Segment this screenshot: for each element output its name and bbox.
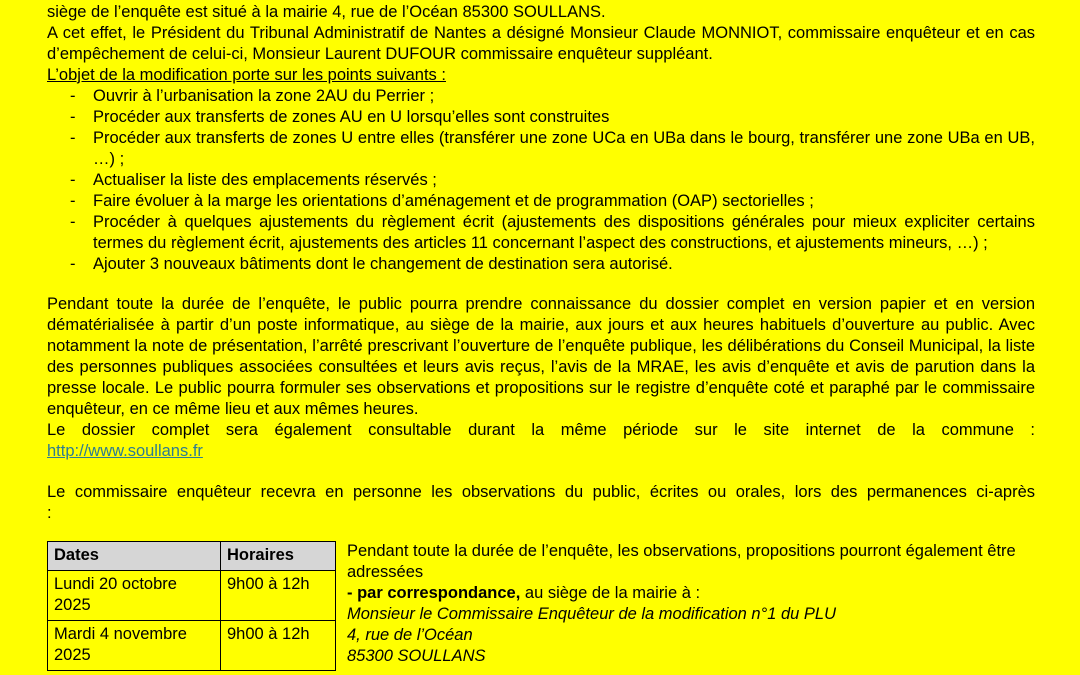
correspondence-address-city: 85300 SOULLANS [347,647,486,665]
bullet-text: Ajouter 3 nouveaux bâtiments dont le changement de destination sera autorisé. [93,255,673,273]
correspondence-mail-line [347,583,1035,604]
time-cell: 9h00 à 12h [221,571,336,621]
intro-line-siege: siège de l’enquête est situé à la mairie 4, rue de l’Océan 85300 SOULLANS. [47,3,606,21]
permanences-intro-line: Le commissaire enquêteur recevra en personne les observations du public, écrites ou orales, lors des permanences ci-après [47,483,1035,501]
bullet-text: Procéder aux transferts de zones AU en U lorsqu’elles sont construites [93,108,610,126]
date-cell: Mardi 4 novembre 2025 [48,621,221,671]
modification-bullet-list [47,86,1035,275]
bullet-dash-marker: - [70,192,76,210]
bullet-item [47,254,1035,275]
bullet-item [47,107,1035,128]
bottom-section [47,541,1035,671]
table-row [48,621,336,671]
correspondence-address-street: 4, rue de l’Océan [347,626,473,644]
bullet-text: Actualiser la liste des emplacements réservés ; [93,171,437,189]
bullet-dash-marker: - [70,87,76,105]
dossier-online-line: Le dossier complet sera également consultable durant la même période sur le site internet de la commune : [47,421,1035,439]
bullet-item [47,86,1035,107]
correspondence-recipient: Monsieur le Commissaire Enquêteur de la modification n°1 du PLU [347,605,837,623]
bullet-text: Procéder aux transferts de zones U entre elles (transférer une zone UCa en UBa dans le bourg, transférer une zone UBa en UB, …) ; [93,129,1035,168]
bullet-dash-marker: - [70,171,76,189]
modification-heading-text: L’objet de la modification porte sur les points suivants : [47,66,446,84]
bullet-dash-marker: - [70,213,76,231]
table-header-row [48,542,336,571]
bullet-item [47,212,1035,254]
bullet-text: Faire évoluer à la marge les orientations d’aménagement et de programmation (OAP) sectorielles ; [93,192,814,210]
vertical-spacer [47,275,1035,294]
permanences-schedule-table [47,541,336,671]
commune-website-link[interactable]: http://www.soullans.fr [47,442,203,460]
dates-column-header: Dates [48,542,221,571]
horaires-column-header: Horaires [221,542,336,571]
vertical-spacer [47,462,1035,482]
permanences-colon-line: : [47,504,52,522]
bullet-text: Procéder à quelques ajustements du règlement écrit (ajustements des dispositions générales pour mieux expliciter certains termes du règlement écrit, ajustements des articles 11 concernant l’aspect des constructions, et ajustements mineurs, …) ; [93,213,1035,252]
bullet-item [47,128,1035,170]
correspondence-intro: Pendant toute la durée de l’enquête, les observations, propositions pourront également être adressées [347,542,1016,581]
time-cell: 9h00 à 12h [221,621,336,671]
bullet-dash-marker: - [70,129,76,147]
correspondence-column [347,541,1035,667]
modification-heading [47,65,1035,86]
correspondence-bold-label: - par correspondance, [347,584,521,602]
vertical-spacer [47,524,1035,541]
bullet-dash-marker: - [70,108,76,126]
consultation-paragraph: Pendant toute la durée de l’enquête, le public pourra prendre connaissance du dossier complet en version papier et en version dématérialisée à partir d’un poste informatique, au siège de la mairie, aux jours et aux heures habituels d’ouverture au public. Avec notamment la note de présentation, l’arrêté prescrivant l’ouverture de l’enquête publique, les délibérations du Conseil Municipal, la liste des personnes publiques associées consultées et leurs avis reçus, l’avis de la MRAE, les avis d’enquête et avis de parution dans la presse locale. Le public pourra formuler ses observations et propositions sur le registre d’enquête coté et paraphé par le commissaire enquêteur, en ce même lieu et aux mêmes heures. [47,295,1035,418]
bullet-item [47,191,1035,212]
bullet-dash-marker: - [70,255,76,273]
intro-paragraph-designation: A cet effet, le Président du Tribunal Administratif de Nantes a désigné Monsieur Claude MONNIOT, commissaire enquêteur et en cas d’empêchement de celui-ci, Monsieur Laurent DUFOUR commissaire enquêteur suppléant. [47,24,1035,63]
correspondence-after-bold: au siège de la mairie à : [520,584,701,602]
bullet-text: Ouvrir à l’urbanisation la zone 2AU du Perrier ; [93,87,435,105]
date-cell: Lundi 20 octobre 2025 [48,571,221,621]
bullet-item [47,170,1035,191]
table-row [48,571,336,621]
website-link-line [47,441,1035,462]
